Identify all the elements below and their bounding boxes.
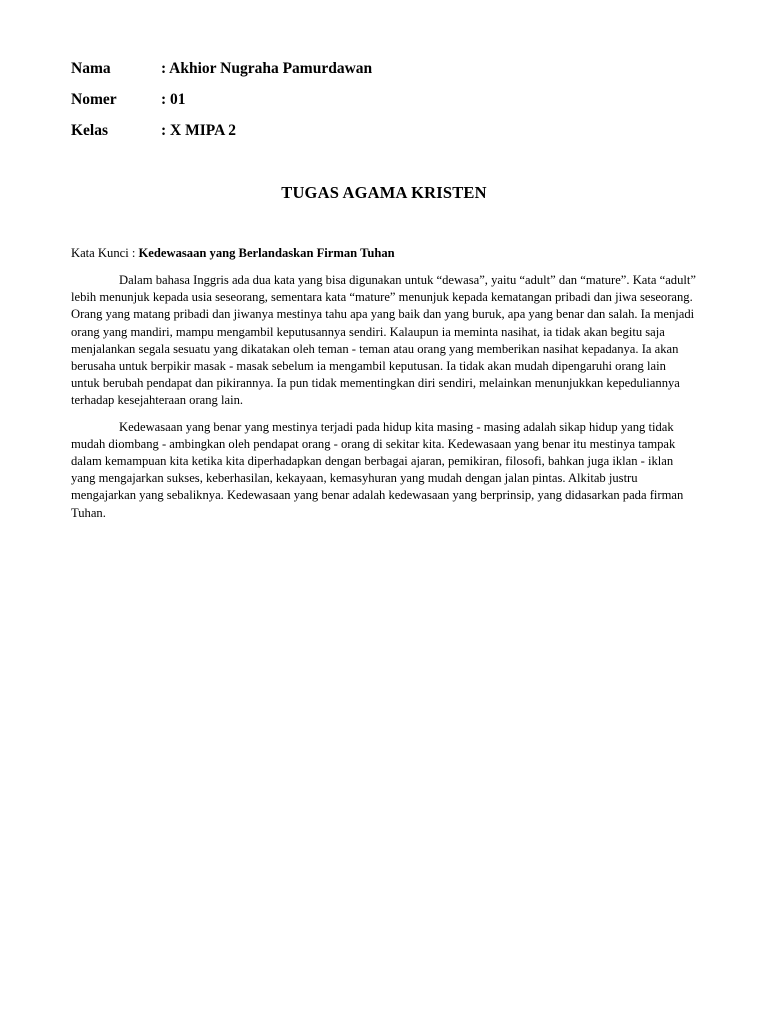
class-label: Kelas — [71, 122, 109, 139]
number-value: : 01 — [161, 91, 186, 108]
number-label: Nomer — [71, 91, 117, 108]
document-title: TUGAS AGAMA KRISTEN — [281, 183, 487, 202]
name-value: : Akhior Nugraha Pamurdawan — [161, 60, 373, 77]
body-text — [71, 272, 697, 531]
class-row — [71, 122, 691, 153]
class-value: : X MIPA 2 — [161, 122, 237, 139]
paragraph-2: Kedewasaan yang benar yang mestinya terjadi pada hidup kita masing - masing adalah sikap hidup yang tidak mudah diombang - ambingkan oleh pendapat orang - orang di sekitar kita. Kedewasaan yang benar itu mestinya tampak dalam kemampuan kita ketika kita diperhadapkan dengan berbagai ajaran, pemikiran, filosofi, bahkan juga iklan - iklan yang mengajarkan sukses, keberhasilan, kekayaan, kemasyhuran yang mudah dengan jalan pintas. Alkitab justru mengajarkan yang sebaliknya. Kedewasaan yang benar adalah kedewasaan yang berprinsip, yang didasarkan pada firman Tuhan. — [71, 419, 684, 520]
keyword-value: Kedewasaan yang Berlandaskan Firman Tuhan — [138, 246, 395, 260]
keyword-line — [71, 245, 701, 262]
name-row — [71, 60, 691, 91]
number-row — [71, 91, 691, 122]
name-label: Nama — [71, 60, 111, 77]
keyword-label: Kata Kunci : — [71, 246, 139, 260]
student-identity — [71, 60, 691, 153]
paragraph-1: Dalam bahasa Inggris ada dua kata yang bisa digunakan untuk “dewasa”, yaitu “adult” dan “mature”. Kata “adult” lebih menunjuk kepada usia seseorang, sementara kata “mature” menunjuk kepada kematangan pribadi dan jiwa seseorang. Orang yang matang pribadi dan jiwanya mestinya tahu apa yang baik dan yang buruk, apa yang benar dan salah. Ia menjadi orang yang mandiri, mampu mengambil keputusannya sendiri. Kalaupun ia meminta nasihat, ia tidak akan begitu saja menjalankan segala sesuatu yang dikatakan oleh teman - teman atau orang yang memberikan nasihat kepadanya. Ia akan berusaha untuk berpikir masak - masak sebelum ia mengambil keputusan. Ia tidak akan mudah dipengaruhi orang lain untuk berubah pendapat dan pikirannya. Ia pun tidak mementingkan diri sendiri, melainkan menunjukkan kepeduliannya terhadap kesejahteraan orang lain. — [71, 273, 696, 408]
